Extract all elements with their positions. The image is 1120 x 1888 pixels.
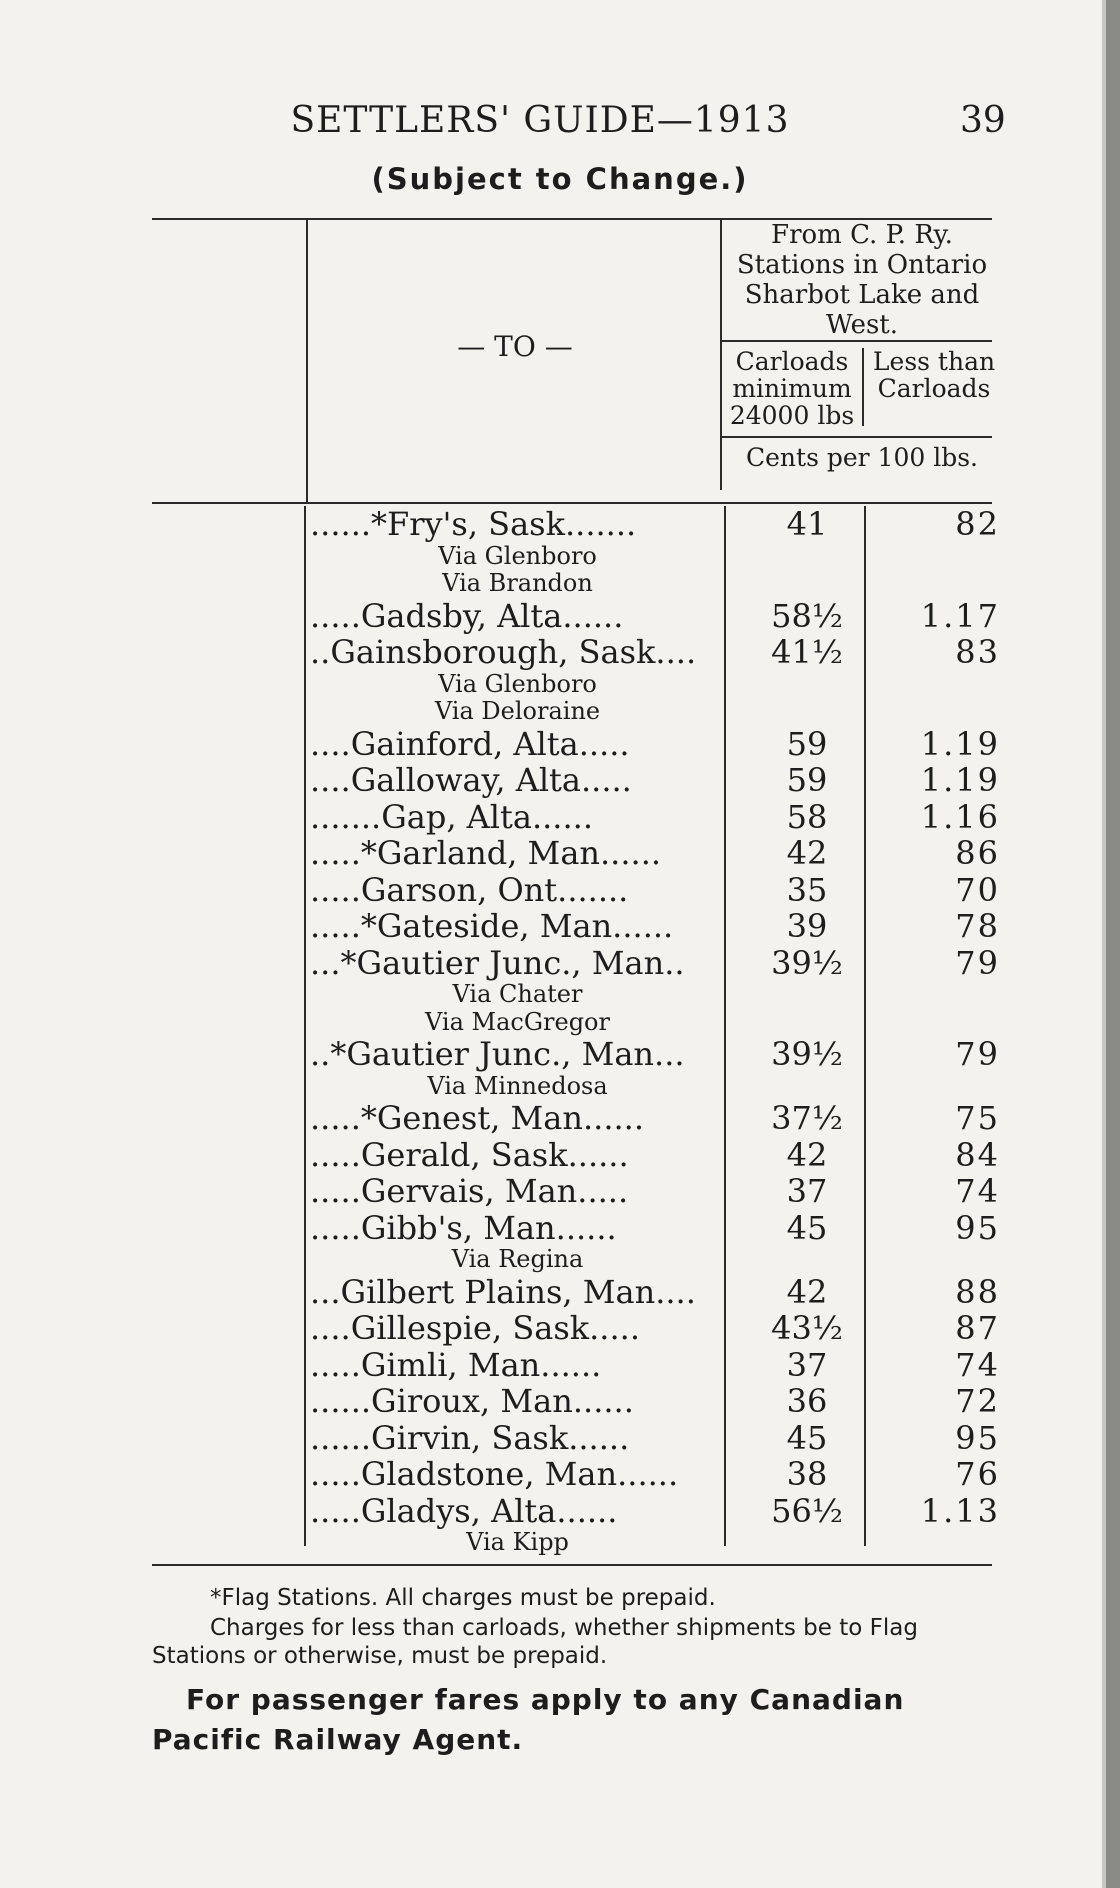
from-underline <box>722 340 992 342</box>
table-row <box>310 726 1010 763</box>
table-row <box>310 506 1010 543</box>
destination: ...Gilbert Plains, Man.... <box>310 1273 696 1310</box>
body-left-rule <box>304 506 306 1546</box>
carload-rate: 39½ <box>771 943 843 982</box>
less-carload-rate: 87 <box>955 1309 1000 1347</box>
via-route: Via Kipp <box>466 1529 569 1556</box>
via-route: Via Regina <box>451 1246 584 1273</box>
table-row <box>310 1456 1010 1493</box>
carload-rate: 58½ <box>771 596 843 635</box>
less-carload-rate: 75 <box>955 1099 1000 1137</box>
table-row <box>310 1137 1010 1174</box>
table-row <box>310 835 1010 872</box>
flag-stations-note: *Flag Stations. All charges must be prepaid. <box>210 1585 716 1611</box>
less-carload-rate: 1.19 <box>920 724 1000 763</box>
carload-rate: 42 <box>786 1135 828 1174</box>
via-row <box>310 543 1010 571</box>
via-row <box>310 1529 1010 1557</box>
table-row <box>310 1310 1010 1347</box>
passenger-fares-note: For passenger fares apply to any Canadian Pacific Railway Agent. <box>152 1683 905 1756</box>
destination: .....*Gateside, Man...... <box>310 908 674 944</box>
table-row <box>310 872 1010 909</box>
destination: .....Gibb's, Man...... <box>310 1209 617 1246</box>
via-row <box>310 1073 1010 1101</box>
table-row <box>310 1420 1010 1457</box>
via-row <box>310 671 1010 699</box>
table-row <box>310 1493 1010 1530</box>
carload-rate: 39½ <box>771 1035 843 1073</box>
table-row <box>310 598 1010 635</box>
table-row <box>310 1173 1010 1210</box>
destination: .......Gap, Alta...... <box>310 798 593 835</box>
less-carloads-column-header: Less than Carloads <box>872 347 996 403</box>
destination: .....Gladys, Alta...... <box>310 1492 618 1529</box>
destination: .....Gervais, Man..... <box>310 1173 629 1209</box>
table-bottom-rule <box>152 1564 992 1566</box>
table-row <box>310 799 1010 836</box>
table-row <box>310 1036 1010 1073</box>
via-row <box>310 981 1010 1009</box>
less-carload-rate: 74 <box>955 1172 1000 1210</box>
rate-table <box>310 506 1010 1557</box>
destination: .....Gimli, Man...... <box>310 1346 602 1383</box>
less-carload-rate: 88 <box>955 1272 1000 1311</box>
carload-rate: 37 <box>786 1345 828 1384</box>
page-title: SETTLERS' GUIDE—1913 <box>290 100 790 141</box>
table-row <box>310 945 1010 982</box>
less-carload-rate: 70 <box>955 870 1000 909</box>
via-route: Via MacGregor <box>425 1008 610 1036</box>
table-row <box>310 1100 1010 1137</box>
table-row <box>310 1347 1010 1384</box>
less-carload-rate: 95 <box>955 1208 1000 1247</box>
header-bottom-rule <box>152 502 992 504</box>
header-subcolumn-rule <box>862 348 864 426</box>
carload-rate: 36 <box>786 1382 828 1420</box>
charges-note: Charges for less than carloads, whether shipments be to Flag Stations or otherwise, must be prepaid. <box>152 1615 918 1669</box>
from-column-header: From C. P. Ry. Stations in Ontario Sharbot Lake and West. <box>736 220 988 340</box>
destination: .....*Garland, Man...... <box>310 835 662 871</box>
less-carload-rate: 78 <box>955 907 1000 945</box>
page-edge <box>1106 0 1120 1888</box>
destination: ..Gainsborough, Sask.... <box>310 634 697 670</box>
via-route: Via Minnedosa <box>427 1072 608 1100</box>
destination: .....Garson, Ont....... <box>310 871 629 908</box>
destination: .....Gadsby, Alta...... <box>310 597 624 634</box>
carloads-column-header: Carloads minimum 24000 lbs <box>729 347 855 430</box>
carload-rate: 37 <box>786 1172 828 1210</box>
table-row <box>310 634 1010 671</box>
destination: ....Gainford, Alta..... <box>310 725 630 762</box>
less-carload-rate: 72 <box>955 1382 1000 1420</box>
less-carload-rate: 1.16 <box>920 797 1000 836</box>
less-carload-rate: 1.19 <box>920 761 1000 799</box>
destination: ......*Fry's, Sask....... <box>310 506 637 542</box>
less-carload-rate: 84 <box>955 1135 1000 1174</box>
less-carload-rate: 79 <box>955 1035 1000 1073</box>
destination: ....Galloway, Alta..... <box>310 762 632 798</box>
via-route: Via Brandon <box>442 570 593 597</box>
destination: .....Gladstone, Man...... <box>310 1456 679 1492</box>
less-carload-rate: 95 <box>955 1418 1000 1457</box>
less-carload-rate: 86 <box>955 834 1000 872</box>
via-route: Via Deloraine <box>434 698 601 725</box>
table-row <box>310 1274 1010 1311</box>
via-row <box>310 570 1010 598</box>
carload-rate: 58 <box>786 797 828 836</box>
less-carload-rate: 82 <box>955 505 1000 543</box>
less-carload-rate: 83 <box>955 633 1000 671</box>
carload-rate: 56½ <box>771 1491 843 1530</box>
carload-rate: 45 <box>786 1208 828 1247</box>
less-carload-rate: 1.17 <box>920 596 1000 635</box>
destination: ....Gillespie, Sask..... <box>310 1310 640 1346</box>
carload-rate: 37½ <box>771 1099 843 1137</box>
carload-rate: 43½ <box>771 1309 843 1347</box>
carload-rate: 38 <box>786 1455 828 1493</box>
less-carload-rate: 1.13 <box>920 1491 1000 1530</box>
page-number: 39 <box>960 100 1006 141</box>
via-row <box>310 698 1010 726</box>
via-row <box>310 1009 1010 1037</box>
carload-rate: 41½ <box>771 633 843 671</box>
carload-rate: 42 <box>786 834 828 872</box>
unit-label: Cents per 100 lbs. <box>746 443 978 472</box>
carload-rate: 59 <box>786 724 828 763</box>
destination: .....Gerald, Sask...... <box>310 1136 629 1173</box>
less-carload-rate: 76 <box>955 1455 1000 1493</box>
carload-rate: 39 <box>786 907 828 945</box>
page-subtitle: (Subject to Change.) <box>371 162 749 196</box>
table-row <box>310 1383 1010 1420</box>
carload-rate: 45 <box>786 1418 828 1457</box>
destination: ...*Gautier Junc., Man.. <box>310 944 685 981</box>
less-carload-rate: 79 <box>955 943 1000 982</box>
via-route: Via Glenboro <box>438 542 597 570</box>
to-column-header: — TO — <box>457 330 573 363</box>
destination: ..*Gautier Junc., Man... <box>310 1036 685 1072</box>
carloads-underline <box>722 436 992 438</box>
carload-rate: 35 <box>786 870 828 909</box>
carload-rate: 42 <box>786 1272 828 1311</box>
via-route: Via Glenboro <box>438 670 597 698</box>
via-route: Via Chater <box>452 981 583 1008</box>
less-carload-rate: 74 <box>955 1345 1000 1384</box>
carload-rate: 41 <box>786 505 828 543</box>
table-row <box>310 1210 1010 1247</box>
carload-rate: 59 <box>786 761 828 799</box>
via-row <box>310 1246 1010 1274</box>
header-left-rule <box>306 220 308 502</box>
destination: ......Giroux, Man...... <box>310 1383 634 1419</box>
table-row <box>310 762 1010 799</box>
destination: .....*Genest, Man...... <box>310 1100 645 1136</box>
table-row <box>310 908 1010 945</box>
destination: ......Girvin, Sask...... <box>310 1419 630 1456</box>
